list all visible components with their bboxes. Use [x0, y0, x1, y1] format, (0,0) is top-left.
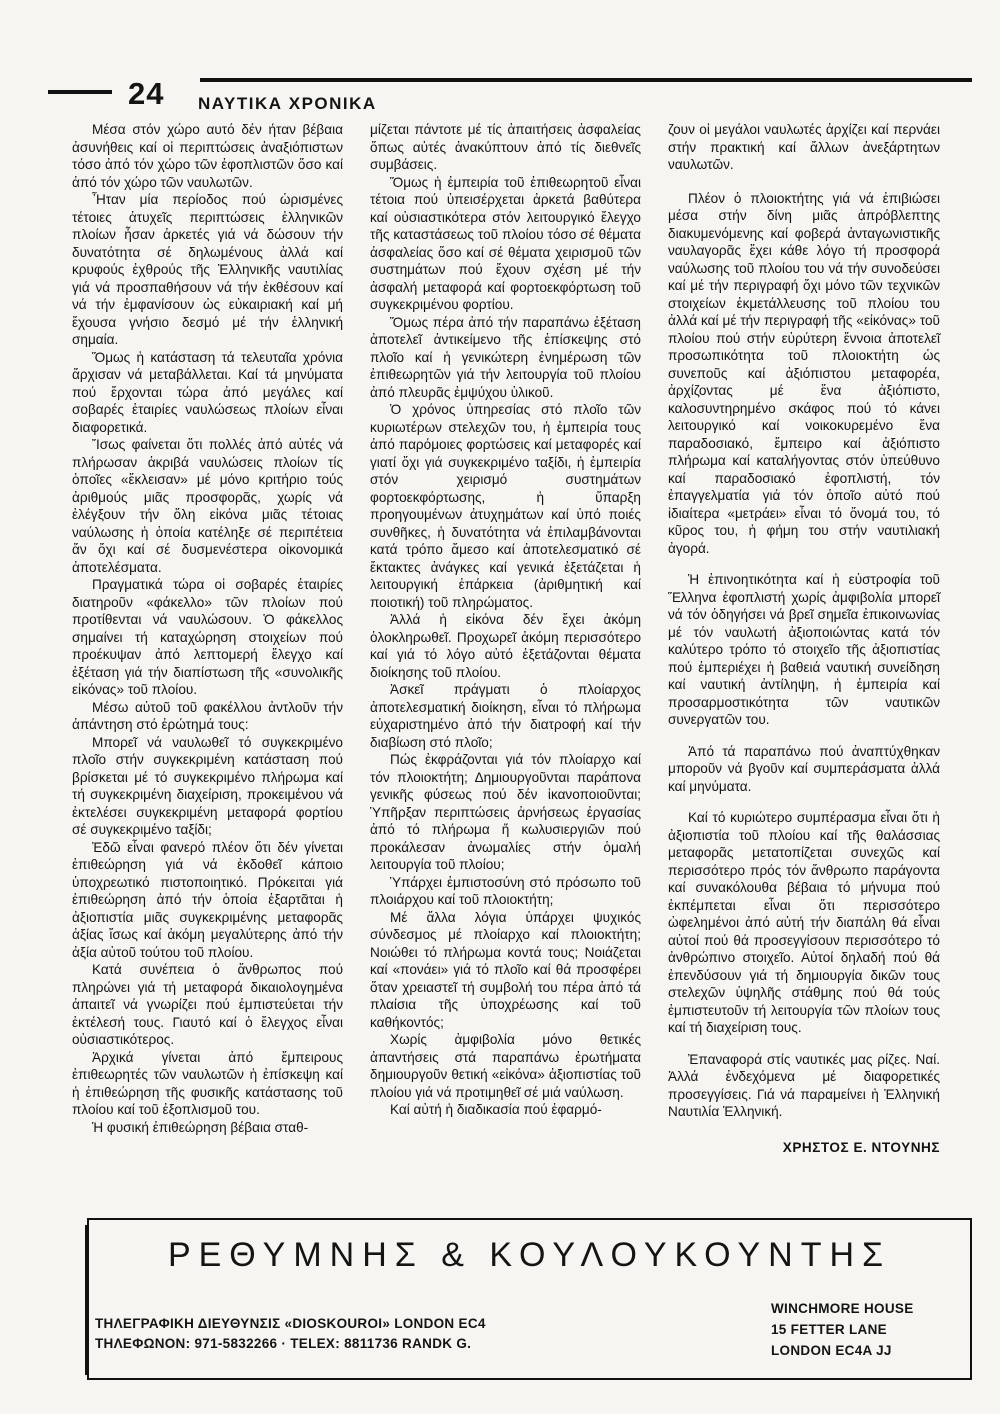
paragraph: Καί αὐτή ἡ διαδικασία πού ἐφαρμό- — [390, 1102, 602, 1117]
paragraph: Ὁ χρόνος ὑπηρεσίας στό πλοῖο τῶν κυριωτέρων στελεχῶν του, ἡ ἐμπειρία τους ἀπό παρόμοιες φορτώσεις καί μεταφορές καί γιατί ὄχι γιά συγκεκριμένο ταξίδι, ἡ ἐμπειρία στόν χειρισμό συστημάτων φορτοεκφόρτωσης, ἡ ὕπαρξη προηγουμένων ἀτυχημάτων καί ὑπό ποιές συνθῆκες, ἡ δυνατότητα νά ἐπιλαμβάνονται κατά τρόπο ἄμεσο καί ἀποτελεσματικό σέ ἔκτακτες ἀνάγκες καί γενικά ἐξετάζεται ἡ λειτουργική ἐπάρκεια (ἀριθμητική καί ποιοτική) τοῦ πληρώματος. — [370, 402, 641, 610]
paragraph: Ἀπό τά παραπάνω πού ἀναπτύχθηκαν μποροῦν νά βγοῦν καί συμπεράσματα ἀλλά καί μηνύματα. — [668, 743, 940, 794]
paragraph: Κατά συνέπεια ὁ ἄνθρωπος πού πληρώνει γιά τή μεταφορά δικαιολογημένα ἀπαιτεῖ νά γνωρίζει πού ἐμπιστεύεται τήν ἐκτέλεσή τους. Γιαυτό καί ὁ ἔλεγχος εἶναι οὐσιαστικότερος. — [72, 962, 343, 1047]
header-rule-right — [200, 78, 972, 82]
paragraph: Ἡ ἐπινοητικότητα καί ἡ εὐστροφία τοῦ Ἕλληνα ἐφοπλιστή χωρίς ἀμφιβολία μπορεῖ νά τόν ὁδηγήσει νά βρεῖ σημεῖα ἐπικοινωνίας μέ τόν ναυλωτή ἀξιοποιώντας κατά τόν καλύτερο τρόπο τό στοιχεῖο τῆς ἀξιοπιστίας πού ἐμπεριέχει ἡ βαθειά ναυτική συνείδηση καί ναυτική ἀντίληψη, ἡ ἐμπειρία καί προσαρμοστικότητα τῶν ναυτικῶν συνεργατῶν του. — [668, 572, 940, 727]
publication-title: ΝΑΥΤΙΚΑ ΧΡΟΝΙΚΑ — [198, 94, 377, 113]
paragraph: Ἐπαναφορά στίς ναυτικές μας ρίζες. Ναί. Ἀλλά ἐνδεχόμενα μέ διαφορετικές προσεγγίσεις. Γιά νά παραμείνει ἡ Ἑλληνική Ναυτιλία Ἑλληνική. — [668, 1051, 940, 1119]
article-column-1 — [72, 121, 343, 1211]
address-line: LONDON EC4A JJ — [771, 1343, 892, 1358]
paragraph: Ἀλλά ἡ εἰκόνα δέν ἔχει ἀκόμη ὁλοκληρωθεῖ. Προχωρεῖ ἀκόμη περισσότερο καί γιά τό λόγο αὐτό ἐξετάζονται θέματα διοίκησης τοῦ πλοίου. — [370, 612, 641, 680]
advert-telegraph-address: ΤΗΛΕΓΡΑΦΙΚΗ ΔΙΕΥΘΥΝΣΙΣ «DIOSKOUROI» LONDON EC4 — [95, 1316, 486, 1331]
paragraph: μίζεται πάντοτε μέ τίς ἀπαιτήσεις ἀσφαλείας ὅπως αὐτές ἀνακύπτουν ἀπό τίς διεθνεῖς συμβάσεις. — [370, 122, 641, 172]
paragraph: Ἀρχικά γίνεται ἀπό ἔμπειρους ἐπιθεωρητές τῶν ναυλωτῶν ἡ ἐπίσκεψη καί ἡ ἐπιθεώρηση τῆς φυσικῆς κατάστασης τοῦ πλοίου καί τοῦ ἐξοπλισμοῦ του. — [72, 1049, 343, 1117]
paragraph: Ἀσκεῖ πράγματι ὁ πλοίαρχος ἀποτελεσματική διοίκηση, εἶναι τό πλήρωμα εὐχαριστημένο ἀπό τήν διατροφή καί τήν διαβίωση στό πλοῖο; — [370, 682, 641, 750]
paragraph: Μέσω αὐτοῦ τοῦ φακέλλου ἀντλοῦν τήν ἀπάντηση στό ἐρώτημά τους: — [72, 699, 343, 732]
article-column-3 — [668, 121, 940, 1211]
page-number: 24 — [128, 76, 165, 111]
paragraph: Μπορεῖ νά ναυλωθεῖ τό συγκεκριμένο πλοῖο στήν συγκεκριμένη κατάσταση πού βρίσκεται μέ τό συγκεκριμένο πλήρωμα καί τή συγκεκριμένη διαχείριση, προκειμένου νά ἐκτελέσει συγκεκριμένη μεταφορά φορτίου σέ συγκεκριμένο ταξίδι; — [72, 734, 343, 837]
header-rule-left — [48, 90, 112, 94]
author-signature: ΧΡΗΣΤΟΣ Ε. ΝΤΟΥΝΗΣ — [782, 1139, 940, 1155]
advert-phone-telex: ΤΗΛΕΦΩΝΟΝ: 971-5832266 · TELEX: 8811736 RANDK G. — [95, 1336, 472, 1351]
paragraph: Ὅμως ἡ ἐμπειρία τοῦ ἐπιθεωρητοῦ εἶναι τέτοια πού ὑπεισέρχεται ἀρκετά βαθύτερα καί οὐσιαστικότερα στόν λειτουργικό ἔλεγχο τῆς καταστάσεως τοῦ πλοίου τόσο σέ θέματα ἀσφαλείας ὅσο καί σέ θέματα χειρισμοῦ τῶν συστημάτων πού ἔχουν σχέση μέ τήν ἀσφαλή μεταφορά καί φορτοεκφόρτωση τοῦ συγκεκριμένου φορτίου. — [370, 174, 641, 312]
paragraph: Ὑπάρχει ἐμπιστοσύνη στό πρόσωπο τοῦ πλοιάρχου καί τοῦ πλοιοκτήτη; — [370, 874, 641, 907]
paragraph: Πώς ἐκφράζονται γιά τόν πλοίαρχο καί τόν πλοιοκτήτη; Δημιουργοῦνται παράπονα γενικῆς φύσεως πού δέν ἱκανοποιοῦνται; Ὑπῆρξαν περιπτώσεις ἀρνήσεως ἐργασίας ἀπό τό πλήρωμα ἤ κωλυσιεργιῶν πού προκάλεσαν ἀνωμαλίες στήν ὁμαλή λειτουργία τοῦ πλοίου; — [370, 752, 641, 872]
paragraph: Μέ ἄλλα λόγια ὑπάρχει ψυχικός σύνδεσμος μέ πλοίαρχο καί πλοιοκτήτη; Νοιώθει τό πλήρωμα κοντά τους; Νοιάζεται καί «πονάει» γιά τό πλοῖο καί θά προσφέρει ὅταν χρειαστεῖ τή συμβολή του πέρα ἀπό τά πλαίσια τῆς ὑποχρέωσης καί τοῦ καθήκοντός; — [370, 909, 641, 1030]
paragraph: Ἦταν μία περίοδος πού ὡρισμένες τέτοιες ἀτυχεῖς περιπτώσεις ἑλληνικῶν πλοίων ἦσαν ἀρκετές γιά νά δώσουν τήν δυνατότητα σέ δηλωμένους ἀλλά καί κρυφούς ἐχθρούς τῆς Ἑλληνικῆς ναυτιλίας γιά νά προσπαθήσουν νά τήν ἐκθέσουν καί νά τήν ἐμφανίσουν ὡς εὐκαιριακή καί μή ἔχουσα γνήσιο δεσμό μέ τήν ἑλληνική σημαία. — [72, 192, 343, 347]
address-line: 15 FETTER LANE — [771, 1322, 887, 1337]
advertisement-box — [87, 1218, 972, 1380]
paragraph: Ἴσως φαίνεται ὅτι πολλές ἀπό αὐτές νά πλήρωσαν ἀκριβά ναυλώσεις πλοίων τίς ὁποῖες «ἔκλεισαν» μέ μόνο κριτήριο τούς ἀριθμούς μιᾶς προσφορᾶς, χωρίς νά ἐλέγξουν τήν ὅλη εἰκόνα μιᾶς τέτοιας ναύλωσης ἡ ὁποία κατέληξε σέ περιπέτεια ἄν ὄχι καί σέ δυσμενέστερα οἰκονομικά ἀποτελέσματα. — [72, 437, 343, 575]
paragraph: Πραγματικά τώρα οἱ σοβαρές ἑταιρίες διατηροῦν «φάκελλο» τῶν πλοίων πού προτίθενται νά ναυλώσουν. Ὁ φάκελλος σημαίνει τή καταχώρηση στοιχείων πού προέκυψαν ἀπό λεπτομερή ἔλεγχο καί ἐξέταση γιά τήν διαπίστωση τῆς «συνολικῆς εἰκόνας» τοῦ πλοίου. — [72, 577, 343, 697]
address-line: WINCHMORE HOUSE — [771, 1301, 914, 1316]
paragraph: Ὅμως ἡ κατάσταση τά τελευταῖα χρόνια ἄρχισαν νά μεταβάλλεται. Καί τά μηνύματα πού ἔρχονται τώρα ἀπό μεγάλες καί σοβαρές ἑταιρίες ναυλώσεως πλοίων εἶναι διαφορετικά. — [72, 349, 343, 435]
advert-postal-address — [771, 1298, 914, 1361]
paragraph: Μέσα στόν χώρο αυτό δέν ήταν βέβαια ἀσυνήθεις καί οἱ περιπτώσεις ἀναξιόπιστων τόσο ἀπό τόν χώρο τῶν ἐφοπλιστῶν ὅσο καί ἀπό τόν χώρο τῶν ναυλωτῶν. — [72, 122, 343, 190]
paragraph: Ὅμως πέρα ἀπό τήν παραπάνω ἐξέταση ἀποτελεῖ ἀντικείμενο τῆς ἐπίσκεψης στό πλοῖο καί ἡ γενικώτερη ἐνημέρωση τῶν ἐπιθεωρητῶν γιά τήν λειτουργία τοῦ πλοίου ἀπό πλευρᾶς ἐμψύχου ὑλικοῦ. — [370, 314, 641, 400]
paragraph: Ἐδῶ εἶναι φανερό πλέον ὅτι δέν γίνεται ἐπιθεώρηση γιά νά ἐκδοθεῖ κάποιο ὑποχρεωτικό πιστοποιητικό. Πρόκειται γιά ἐπιθεώρηση ἀπό τήν ὁποία ἐξαρτᾶται ἡ ἀξιοπιστία μιᾶς συγκεκριμένης μεταφορᾶς ἀξίας ἴσως καί ἀκόμη μεγαλύτερης ἀπό τήν ἀξία αὐτοῦ τούτου τοῦ πλοίου. — [72, 839, 343, 960]
paragraph: Ἡ φυσική ἐπιθεώρηση βέβαια σταθ- — [92, 1119, 309, 1135]
article-column-2 — [370, 121, 641, 1211]
paragraph: ζουν οἱ μεγάλοι ναυλωτές ἀρχίζει καί περνάει στήν πρακτική καί ἄλλων ἀνεξάρτητων ναυλωτῶν. — [668, 122, 940, 172]
advert-company-name: ΡΕΘΥΜΝΗΣ & ΚΟΥΛΟΥΚΟΥΝΤΗΣ — [167, 1236, 892, 1274]
paragraph: Χωρίς ἀμφιβολία μόνο θετικές ἀπαντήσεις στά παραπάνω ἐρωτήματα δημιουργοῦν θετική «εἰκόνα» ἀξιοπιστίας τοῦ πλοίου γιά νά προτιμηθεῖ σέ μιά ναύλωση. — [370, 1032, 641, 1100]
paragraph: Πλέον ὁ πλοιοκτήτης γιά νά ἐπιβιώσει μέσα στήν δίνη μιᾶς ἀπρόβλεπτης διακυμενόμενης καί φοβερά ἀνταγωνιστικῆς ναυλαγορᾶς ἔχει κάθε λόγο τή προσφορά ναύλωσης τοῦ πλοίου του νά τήν συνοδεύσει καί μέ τήν περιγραφή ὄχι μόνο τῶν τεχνικῶν στοιχείων ἐκμετάλλευσης τοῦ πλοίου του ἀλλά καί μέ τήν περιγραφή τῆς «εἰκόνας» τοῦ πλοίου πού στήν εὐρύτερη ἔννοια ἀποτελεῖ προσωπικότητα τοῦ πλοιοκτήτη ὡς συνεποῦς καί ἀξιόπιστου μεταφορέα, ἀρχίζοντας μέ ἕνα ἀξιόπιστο, καλοσυντηρημένο σκάφος πού τό κάνει λειτουργικό καί νοικοκυρεμένο ἕνα παραδοσιακό, ἔμπειρο καί ἀξιόπιστο πλήρωμα καί καταλήγοντας στόν ὑπεύθυνο καί παραδοσιακό ἐφοπλιστή, τόν ἐπαγγελματία γιά τόν ὁποῖο αὐτό πού ἰδιαίτερα «μετράει» εἶναι τό ὄνομά του, τό κῦρος του, ἡ φήμη του στήν ναυτιλιακή ἀγορά. — [668, 190, 940, 556]
paragraph: Καί τό κυριώτερο συμπέρασμα εἶναι ὅτι ἡ ἀξιοπιστία τοῦ πλοίου καί τῆς θαλάσσιας μεταφορᾶς μετατοπίζεται συνεχῶς καί περισσότερο πρός τόν ἄνθρωπο παράγοντα καί συνακόλουθα βέβαια τό μήνυμα πού ἐκπέμπεται εἶναι ὅτι περισσότερο ὠφελημένοι ἀπό αὐτή τήν διαπάλη θά εἶναι αὐτοί πού θά προσεγγίσουν περισσότερο τό ἀνθρώπινο στοιχεῖο. Αὐτοί δηλαδή πού θά ἐπενδύσουν γιά τή δημιουργία δικῶν τους στελεχῶν ὑψηλῆς στάθμης πού θά τούς ἐμπιστευτοῦν τή λειτουργία τῶν πλοίων τους καί τή διαχείριση τους. — [668, 810, 940, 1035]
